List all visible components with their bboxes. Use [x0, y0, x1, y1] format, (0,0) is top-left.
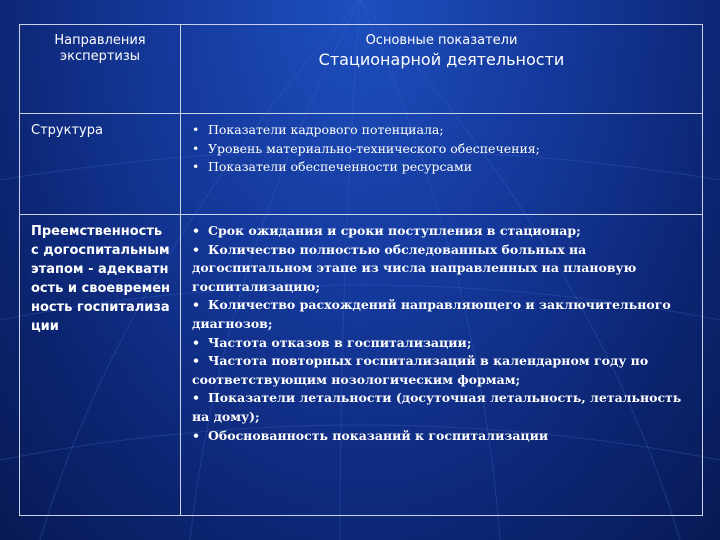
list-item-text: Показатели летальности (досуточная летальность, летальность на дому);	[192, 390, 682, 424]
list-item-text: Уровень материально-технического обеспечения;	[208, 140, 540, 156]
row-items-cell	[181, 114, 703, 215]
bullet-icon: •	[192, 241, 200, 257]
list-item	[192, 158, 693, 177]
row-label-cell	[20, 215, 181, 516]
list-item	[192, 334, 693, 353]
list-item-text: Частота повторных госпитализаций в календарном году по соответствующим нозологическим формам;	[192, 353, 649, 387]
bullet-icon: •	[192, 223, 200, 238]
list-item-text: Срок ожидания и сроки поступления в стационар;	[208, 223, 581, 238]
bullet-icon: •	[192, 353, 200, 369]
header-cell-directions	[20, 25, 181, 114]
list-item	[192, 140, 693, 159]
list-item	[192, 241, 693, 297]
table-header-row	[20, 25, 703, 114]
list-item-text: Показатели кадрового потенциала;	[208, 122, 444, 137]
row-label-continuity: Преемственность с догоспитальным этапом - адекватность и своевременность госпитализации	[31, 224, 171, 334]
bullet-icon: •	[192, 140, 200, 156]
list-item	[192, 389, 693, 426]
list-item-text: Показатели обеспеченности ресурсами	[208, 159, 473, 175]
list-item	[192, 352, 693, 389]
table-row	[20, 114, 703, 215]
list-item	[192, 296, 693, 333]
list-item	[192, 222, 693, 241]
header-indicators-line2: Стационарной деятельности	[318, 50, 565, 69]
header-indicators-line1: Основные показатели	[365, 33, 518, 48]
bullet-icon: •	[192, 334, 200, 350]
row-items-cell	[181, 215, 703, 516]
row-label-structure: Структура	[31, 123, 103, 138]
bullet-icon: •	[192, 427, 200, 443]
table-row	[20, 215, 703, 516]
row-label-cell	[20, 114, 181, 215]
bullet-icon: •	[192, 159, 200, 175]
list-item-text: Количество расхождений направляющего и заключительного диагнозов;	[192, 297, 671, 331]
list-item	[192, 427, 693, 446]
list-item-text: Обоснованность показаний к госпитализации	[208, 427, 549, 443]
indicators-table	[19, 24, 703, 516]
bullet-icon: •	[192, 122, 200, 137]
bullet-icon: •	[192, 390, 200, 406]
header-directions: Направления экспертизы	[54, 33, 146, 64]
header-cell-indicators	[181, 25, 703, 114]
list-item-text: Частота отказов в госпитализации;	[208, 334, 472, 350]
list-item-text: Количество полностью обследованных больных на догоспитальном этапе из числа направленных на плановую госпитализацию;	[192, 241, 637, 294]
bullet-icon: •	[192, 297, 200, 313]
bullet-list	[182, 216, 701, 445]
list-item	[192, 121, 693, 140]
header-indicators	[182, 26, 701, 71]
bullet-list	[182, 115, 701, 177]
